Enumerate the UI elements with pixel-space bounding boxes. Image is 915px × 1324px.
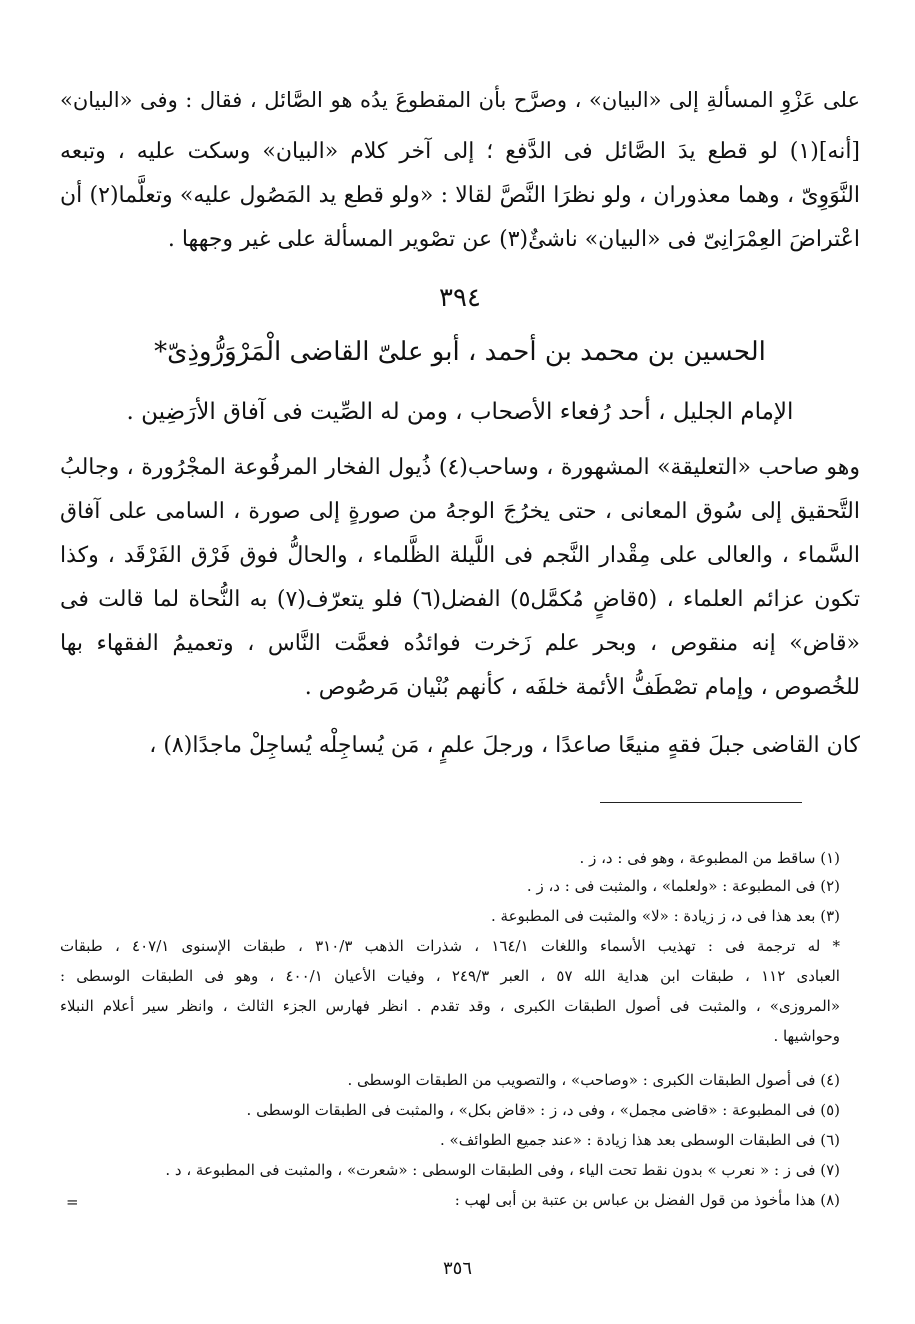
text-line: اعْتراضَ العِمْرَانِىّ فى «البيان» ناشئٌ(٣) عن تصْوير المسألة على غير وجهها . — [167, 227, 860, 252]
entry-number: ٣٩٤ — [439, 283, 481, 313]
text-line: تكون عزائم العلماء ، (٥قاضٍ مُكمَّل٥) الفضل(٦) فلو يتعرّف(٧) به النُّحاة لما قالت فى — [60, 587, 861, 612]
text-line: على عَزْوِ المسألةِ إلى «البيان» ، وصرَّح بأن المقطوعَ يدُه هو الصَّائل ، فقال : وفى «البيان» — [60, 88, 860, 112]
text-line: التَّحقيق إلى سُوق المعانى ، حتى يخرُجَ الوجهُ من صورةٍ إلى صورة ، السامى على آفاق — [60, 499, 860, 524]
footnote: «المروزى» ، والمثبت فى أصول الطبقات الكبرى ، وقد تقدم . انظر فهارس الجزء الثالث ، وانظر سير أعلام النبلاء — [60, 997, 840, 1015]
footnote: (٣) بعد هذا فى د، ز زيادة : «لا» والمثبت فى المطبوعة . — [490, 907, 840, 925]
page-number: ٣٥٦ — [442, 1258, 472, 1279]
entry-title: الحسين بن محمد بن أحمد ، أبو علىّ القاضى الْمَرْوَرُّوذِىّ* — [154, 337, 766, 367]
footnote: (٥) فى المطبوعة : «قاضى مجمل» ، وفى د، ز : «قاض بكل» ، والمثبت فى الطبقات الوسطى . — [246, 1101, 840, 1119]
continuation-mark: = — [66, 1193, 79, 1211]
text-line: وهو صاحب «التعليقة» المشهورة ، وساحب(٤) ذُيول الفخار المرفُوعة المجْرُورة ، وجالبُ — [60, 455, 860, 480]
footnote: (٢) فى المطبوعة : «ولعلما» ، والمثبت فى : د، ز . — [526, 877, 840, 895]
footnote: (١) ساقط من المطبوعة ، وهو فى : د، ز . — [579, 849, 840, 867]
footnote: (٤) فى أصول الطبقات الكبرى : «وصاحب» ، والتصويب من الطبقات الوسطى . — [347, 1071, 840, 1089]
footnote: (٧) فى ز : « نعرب » بدون نقط تحت الياء ، وفى الطبقات الوسطى : «شعرت» ، والمثبت فى المطبوعة ، د . — [165, 1161, 840, 1179]
footnote: وحواشيها . — [773, 1027, 840, 1045]
footnote-separator — [600, 802, 802, 803]
footnote: * له ترجمة فى : تهذيب الأسماء واللغات ١٦٤/١ ، شذرات الذهب ٣١٠/٣ ، طبقات الإسنوى ٤٠٧/١ ، طبقات — [60, 937, 841, 955]
footnote: العبادى ١١٢ ، طبقات ابن هداية الله ٥٧ ، العبر ٢٤٩/٣ ، وفيات الأعيان ٤٠٠/١ ، وهو فى الطبقات الوسطى : — [60, 967, 840, 985]
text-line: [أنه](١) لو قطع يدَ الصَّائل فى الدَّفع ؛ إلى آخر كلام «البيان» وسكت عليه ، وتبعه — [60, 139, 861, 164]
text-line: السَّماء ، والعالى على مِقْدار النَّجم فى اللَّيلة الظَّلماء ، والحالُّ فوق فَرْق الفَرْقَد ، وكذا — [60, 543, 860, 568]
text-line: كان القاضى جبلَ فقهٍ منيعًا صاعدًا ، ورجلَ علمٍ ، مَن يُساجِلْه يُساجِلْ ماجدًا(٨) ، — [149, 733, 860, 758]
footnote: (٨) هذا مأخوذ من قول الفضل بن عباس بن عتبة بن أبى لهب : — [454, 1191, 840, 1209]
text-line: للخُصوص ، وإمام تصْطَفُّ الأئمة خلفَه ، كأنهم بُنْيان مَرصُوص . — [304, 675, 860, 700]
footnote: (٦) فى الطبقات الوسطى بعد هذا زيادة : «عند جميع الطوائف» . — [439, 1131, 840, 1149]
text-line: «قاض» إنه منقوص ، وبحر علم زَخرت فوائدُه فعمَّت النَّاس ، وتعميمُ الفقهاء بها — [60, 631, 860, 656]
text-line: النَّوَوِىّ ، وهما معذوران ، ولو نظرَا النَّصَّ لقالا : «ولو قطع يد المَصُول عليه» وتعلَّما(٢) أن — [60, 183, 860, 208]
entry-subtitle: الإمام الجليل ، أحد رُفعاء الأصحاب ، ومن له الصِّيت فى آفاق الأرَضِين . — [126, 399, 794, 425]
